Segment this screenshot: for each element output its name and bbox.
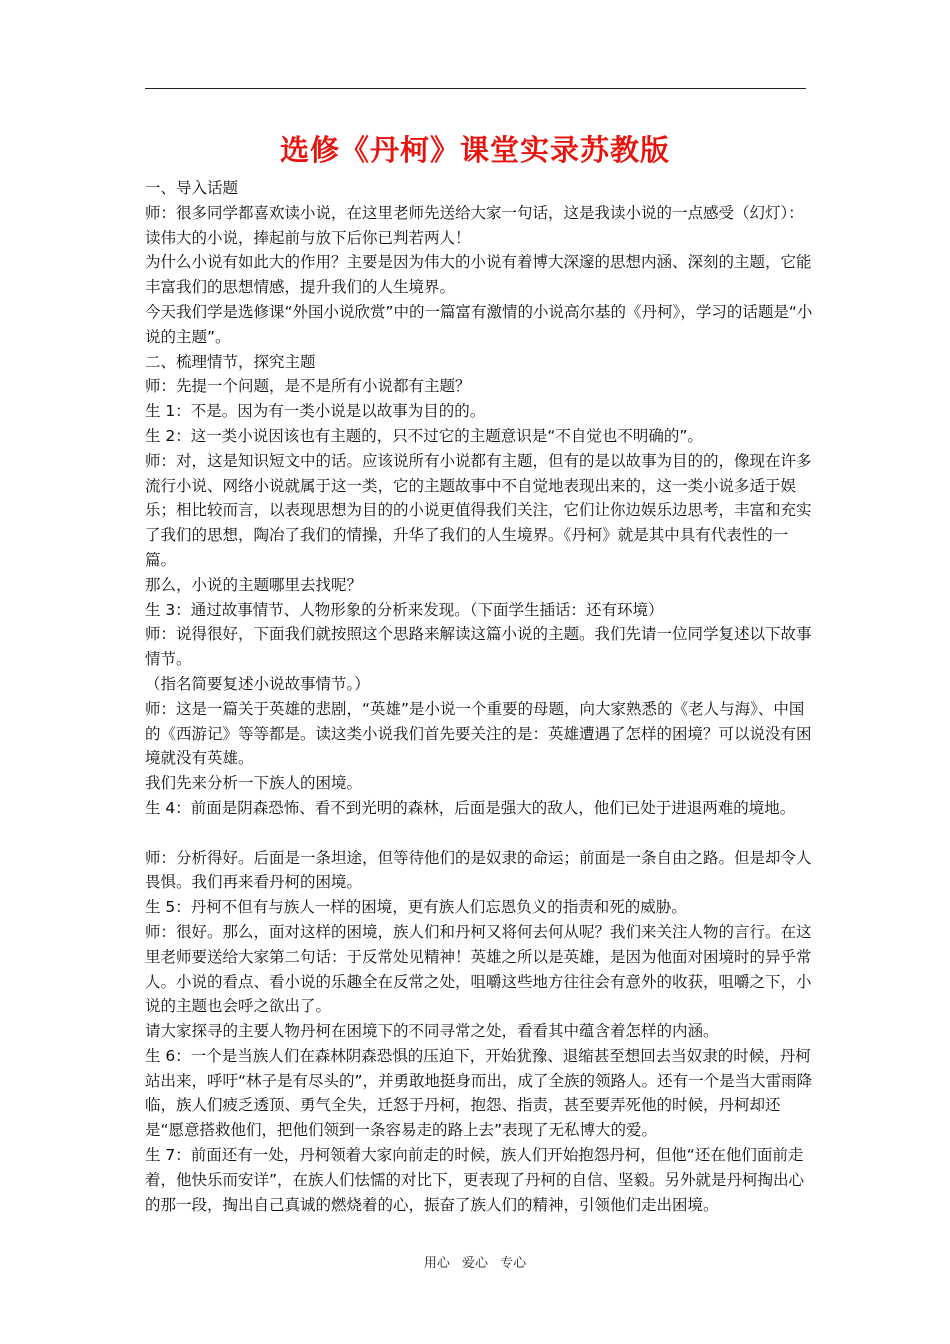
paragraph: 为什么小说有如此大的作用？主要是因为伟大的小说有着博大深邃的思想内涵、深刻的主题，它能丰富我们的思想情感，提升我们的人生境界。 [145, 253, 812, 297]
paragraph: （指名简要复述小说故事情节。） [145, 674, 370, 693]
section-heading-1: 一、导入话题 [145, 179, 239, 197]
paragraph: 生 2：这一类小说因该也有主题的，只不过它的主题意识是“不自觉也不明确的”。 [145, 426, 703, 445]
paragraph: 生 5：丹柯不但有与族人一样的困境，更有族人们忘恩负义的指责和死的威胁。 [145, 898, 687, 917]
paragraph: 师：这是一篇关于英雄的悲剧，“英雄”是小说一个重要的母题，向大家熟悉的《老人与海》、中国的《西游记》等等都是。读这类小说我们首先要关注的是：英雄遭遇了怎样的困境？可以说没有困境就没有英雄。 [145, 699, 812, 768]
paragraph: 师：对，这是知识短文中的话。应该说所有小说都有主题，但有的是以故事为目的的，像现在许多流行小说、网络小说就属于这一类，它的主题故事中不自觉地表现出来的，这一类小说多适于娱乐；相比较而言，以表现思想为目的的小说更值得我们关注，它们让你边娱乐边思考，丰富和充实了我们的思想，陶冶了我们的情操，升华了我们的人生境界。《丹柯》就是其中具有代表性的一篇。 [145, 451, 812, 569]
paragraph: 生 3：通过故事情节、人物形象的分析来发现。（下面学生插话：还有环境） [145, 600, 664, 619]
paragraph: 生 6：一个是当族人们在森林阴森恐惧的压迫下，开始犹豫、退缩甚至想回去当奴隶的时候，丹柯站出来，呼吁“林子是有尽头的”，并勇敢地挺身而出，成了全族的领路人。还有一个是当大雷雨降临，族人们疲乏透顶、勇气全失，迁怒于丹柯，抱怨、指责，甚至要弄死他的时候，丹柯却还是“愿意搭救他们，把他们领到一条容易走的路上去”表现了无私博大的爱。 [145, 1046, 813, 1140]
paragraph: 生 4：前面是阴森恐怖、看不到光明的森林，后面是强大的敌人，他们已处于进退两难的境地。 [145, 798, 796, 817]
paragraph: 师：很好。那么，面对这样的困境，族人们和丹柯又将何去何从呢？我们来关注人物的言行。在这里老师要送给大家第二句话：于反常处见精神！英雄之所以是英雄，是因为他面对困境时的异乎常人。小说的看点、看小说的乐趣全在反常之处，咀嚼这些地方往往会有意外的收获，咀嚼之下，小说的主题也会呼之欲出了。 [145, 922, 812, 1016]
paragraph: 师：分析得好。后面是一条坦途，但等待他们的是奴隶的命运；前面是一条自由之路。但是却令人畏惧。我们再来看丹柯的困境。 [145, 848, 812, 892]
paragraph: 今天我们学是选修课“外国小说欣赏”中的一篇富有激情的小说高尔基的《丹柯》，学习的话题是“小说的主题”。 [145, 302, 813, 346]
page-title: 选修《丹柯》课堂实录苏教版 [279, 133, 670, 167]
paragraph: 生 7：前面还有一处，丹柯领着大家向前走的时候，族人们开始抱怨丹柯，但他“还在他们面前走着，他快乐而安详”，在族人们怯懦的对比下，更表现了丹柯的自信、坚毅。另外就是丹柯掏出心的那一段，掏出自己真诚的燃烧着的心，振奋了族人们的精神，引领他们走出困境。 [145, 1146, 805, 1214]
header-rule [145, 88, 806, 89]
paragraph: 师：先提一个问题，是不是所有小说都有主题？ [145, 377, 471, 396]
page-footer: 用心 爱心 专心 [423, 1256, 527, 1271]
paragraph: 师：说得很好，下面我们就按照这个思路来解读这篇小说的主题。我们先请一位同学复述以下故事情节。 [145, 625, 812, 669]
paragraph: 师：很多同学都喜欢读小说，在这里老师先送给大家一句话，这是我读小说的一点感受（幻灯）：读伟大的小说，捧起前与放下后你已判若两人！ [145, 203, 804, 247]
paragraph: 生 1：不是。因为有一类小说是以故事为目的的。 [145, 402, 486, 421]
section-heading-2: 二、梳理情节，探究主题 [145, 352, 316, 371]
paragraph: 那么，小说的主题哪里去找呢？ [145, 575, 363, 594]
document-body [145, 176, 817, 1217]
paragraph: 我们先来分析一下族人的困境。 [145, 774, 363, 793]
paragraph: 请大家探寻的主要人物丹柯在困境下的不同寻常之处，看看其中蕴含着怎样的内涵。 [145, 1022, 719, 1041]
